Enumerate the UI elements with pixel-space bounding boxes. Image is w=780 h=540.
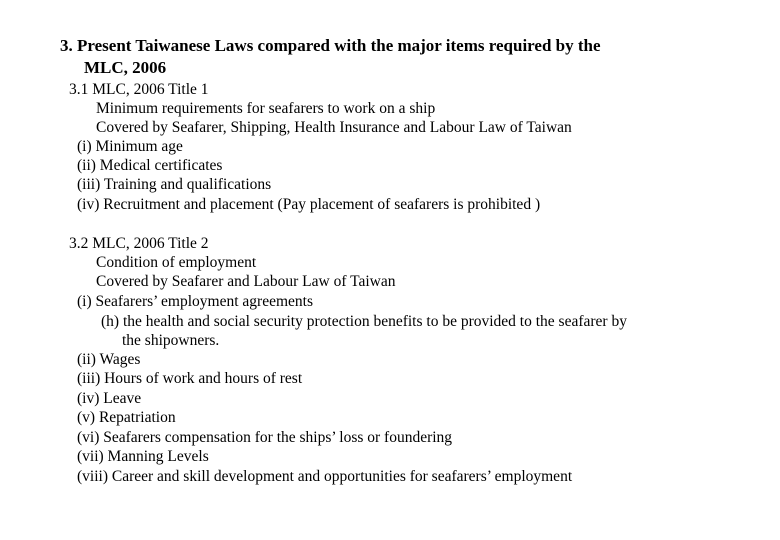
section-1-item: (i) Minimum age bbox=[77, 138, 183, 155]
section-2-item: (v) Repatriation bbox=[77, 409, 176, 426]
section-2-subtitle: Condition of employment bbox=[96, 254, 257, 271]
heading-line-1: 3. Present Taiwanese Laws compared with the major items required by the bbox=[60, 36, 601, 55]
section-2-item: (iv) Leave bbox=[77, 390, 142, 407]
section-1-subtitle: Minimum requirements for seafarers to work on a ship bbox=[96, 100, 436, 117]
section-1-item: (ii) Medical certificates bbox=[77, 157, 223, 174]
section-2-item: (ii) Wages bbox=[77, 351, 141, 368]
section-1-coverage: Covered by Seafarer, Shipping, Health Insurance and Labour Law of Taiwan bbox=[96, 119, 572, 136]
section-2-item-i: (i) Seafarers’ employment agreements bbox=[77, 293, 313, 310]
section-2-title: 3.2 MLC, 2006 Title 2 bbox=[69, 235, 209, 252]
section-1-item: (iii) Training and qualifications bbox=[77, 176, 272, 193]
section-1-title: 3.1 MLC, 2006 Title 1 bbox=[69, 81, 209, 98]
section-2-item: (viii) Career and skill development and opportunities for seafarers’ employment bbox=[77, 468, 573, 485]
section-2-item: (vii) Manning Levels bbox=[77, 448, 209, 465]
section-2-item: (iii) Hours of work and hours of rest bbox=[77, 370, 303, 387]
heading-line-2: MLC, 2006 bbox=[84, 58, 167, 77]
section-2-subitem-h: (h) the health and social security protection benefits to be provided to the seafarer by bbox=[101, 313, 627, 330]
section-2-subitem-h-continued: the shipowners. bbox=[122, 332, 220, 349]
section-1-item: (iv) Recruitment and placement (Pay placement of seafarers is prohibited ) bbox=[77, 196, 541, 213]
section-2-item: (vi) Seafarers compensation for the ships’ loss or foundering bbox=[77, 429, 453, 446]
section-2-coverage: Covered by Seafarer and Labour Law of Taiwan bbox=[96, 273, 396, 290]
